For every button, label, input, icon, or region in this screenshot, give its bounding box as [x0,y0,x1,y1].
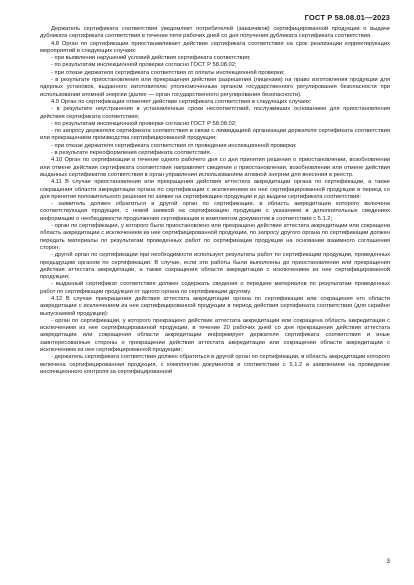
list-item: - орган по сертификации, у которого прекращено действие аттестата аккредитации или сокращена область аккредитации с исключением из нее сертифицированной продукции, в течение 20 рабочих дней со дня прекращения действия аттестата аккредитации или сокращения области аккредитации информирует держателя сертификата соответствия и иные заинтересованные стороны о прекращении действия аттестата аккредитации или сокращении области аккредитации с исключением из нее сертифицированной продукции; [40,317,390,354]
page-number: 3 [386,558,390,565]
list-item: - другой орган по сертификации при необходимости использует результаты работ по сертификации продукции, проведенных предыдущим органом по сертификации. В случае, если эти работы были выполнены до приостановления или прекращения действия аттестата аккредитации, а также сокращения области аккредитации с исключением из нее сертифицированной продукции; [40,252,390,281]
standard-id-header: ГОСТ Р 58.08.01—2023 [304,13,390,22]
list-item: - по результатам инспекционной проверки согласно ГОСТ Р 58.08.02; [51,120,237,127]
list-item: - орган по сертификации, у которого было приостановлено или прекращено действие аттестата аккредитации или сокращена область аккредитации с исключением из нее сертифицированной продукции, по запросу другого органа по сертификации должен передать материалы по результатам проведенных работ по сертификации продукции на основании взаимного соглашения сторон; [40,223,390,251]
list-item: - при отказе держателя сертификата соответствия от проведения инспекционной проверки; [51,142,297,149]
list-item: - по запросу держателя сертификата соответствия в связи с ликвидацией организации держателя сертификата соответствия или прекращением производства сертифицированной продукции; [40,128,390,142]
paragraph: 4.8 Орган по сертификации приостанавливает действие сертификата соответствия на срок реализации корректирующих мероприятий в следующих случаях: [40,40,390,54]
list-item: - при выявлении нарушений условий действия сертификата соответствия; [51,55,251,62]
list-item: - держатель сертификата соответствия должен обратиться в другой орган по сертификации, в область аккредитации которого включена сертифицированная продукция, с комплектом документов в соответствии с 5.1.2 и заявлением на проведение инспекционного контроля за сертифицированной [40,354,390,375]
list-item: - в результате приостановления или прекращения действия разрешения (лицензии) на право изготовления продукции для ядерных установок, выданного изготовителю уполномоченным органом государственного регулирования безопасности при использовании атомной энергии (далее — орган государственного регулирования безопасности). [40,77,390,98]
document-body [40,26,390,376]
list-item: - в результате переоформления сертификата соответствия. [51,150,212,157]
paragraph: 4.9 Орган по сертификации отменяет действие сертификата соответствия в следующих случаях: [51,98,312,105]
list-item: - в результате неустранения в установленные сроки несоответствий, послуживших основанием для приостановления действия сертификата соответствия; [40,106,390,120]
list-item: - по результатам инспекционной проверки согласно ГОСТ Р 58.08.02; [51,62,237,69]
paragraph: 4.10 Орган по сертификации в течение одного рабочего дня со дня принятия решения о приостановлении, возобновлении или отмене действия сертификата соответствия направляет сведения о приостановлении, возобновлении или отмене действия выданных сертификатов соответствия в орган управления использованием атомной энергии для внесения в реестр. [40,157,390,178]
list-item: - при отказе держателя сертификата соответствия от оплаты инспекционной проверки; [51,69,285,76]
paragraph: 4.12 В случае прекращения действия аттестата аккредитации органа по сертификации или сокращения его области аккредитации с исключением из нее сертифицированной продукции в период действия сертификата соответствия (для серийно выпускаемой продукции): [40,295,390,317]
paragraph: Держатель сертификата соответствия уведомляет потребителей (заказчиков) сертифицированной продукции о выдаче дубликата сертификата соответствия в течение пяти рабочих дней со дня получения дубликата сертификата соответствия. [40,26,390,40]
list-item: - выданный сертификат соответствия должен содержать сведения о передаче материалов по результатам проведенных работ по сертификации продукции от одного органа по сертификации другому. [40,281,390,295]
paragraph: 4.11 В случае приостановления или прекращения действия аттестата аккредитации органа по сертификации, а также сокращения области аккредитации органа по сертификации с исключением из нее сертифицированной продукции в период со дня принятия положительного решения по заявке на сертификацию продукции и до выдачи сертификата соответствия: [40,179,390,200]
list-item: - заявитель должен обратиться в другой орган по сертификации, в область аккредитации которого включена соответствующая продукция, с новой заявкой на сертификацию продукции с указанием в дополнительных сведениях информации о необходимости продолжения сертификации и комплектом документов в соответствии с 5.1.2; [40,201,390,222]
